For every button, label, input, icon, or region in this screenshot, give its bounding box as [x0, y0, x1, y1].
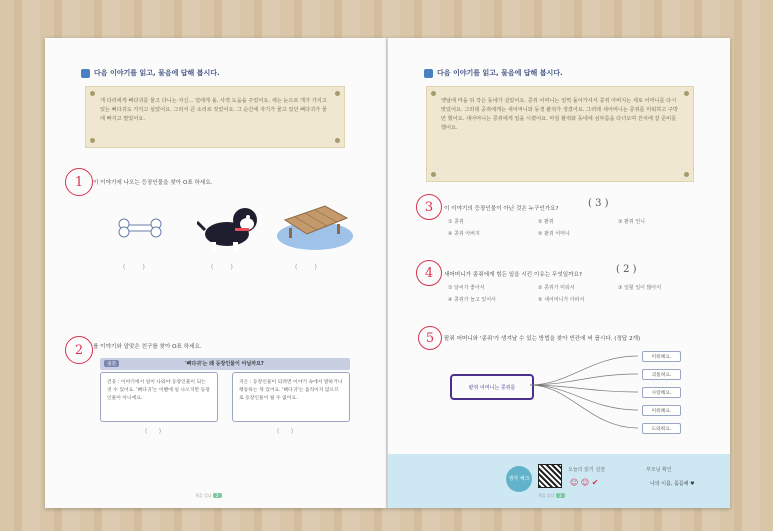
question-3-text: 이 이야기의 등장인물이 아닌 것은 누구인가요?	[444, 206, 559, 212]
right-page-number: 3	[556, 493, 565, 498]
question-3-number: 3	[416, 194, 442, 220]
qr-code-icon[interactable]	[538, 464, 562, 488]
question-4-number: 4	[416, 260, 442, 286]
question-4-text: 새어머니가 콩쥐에게 힘든 일을 시킨 이유는 무엇일까요?	[444, 272, 582, 278]
right-instruction: 다음 이야기를 읽고, 물음에 답해 봅시다.	[424, 68, 563, 78]
question-5-number: 5	[418, 326, 442, 350]
right-footer: 책을 읽다 3	[538, 493, 565, 499]
right-passage: 옛날에 마을 뒤 작은 동네가 살았어요. 콩쥐 어머니는 일찍 돌아가셔서 콩쥐 아버지는 새로 어머니를 다시 맞았어요. 그러데 공쥐에게는 새어머니와 동생 팥쥐가 생겼어요. 그러데 새어머니는 콩쥐를 미워하고 구박만 했어요. 새어머니는 콩쥐에게 일을 시켰어요. 마침 팥쥐와 동네에 심부름을 다녀오며 잔치에 갈 준비를 했어요.	[426, 86, 694, 182]
q4-option-1[interactable]: ① 날씨가 좋아서	[448, 285, 485, 291]
right-page	[388, 38, 730, 508]
q5-option-1[interactable]: 미워해요.	[642, 351, 681, 362]
answer-paren-2[interactable]: ( )	[211, 264, 233, 271]
q5-option-2[interactable]: 괴롭혀요.	[642, 369, 681, 380]
bone-icon[interactable]	[115, 216, 165, 240]
question-1-text: 이 이야기에 나오는 등장인물을 찾아 O표 하세요.	[93, 180, 213, 186]
q5-option-3[interactable]: 사랑해요.	[642, 387, 681, 398]
question-2-banner	[100, 358, 350, 370]
question-2-tag: 질문	[104, 360, 119, 367]
q4-option-5[interactable]: ⑤ 새어머니가 아파서	[538, 297, 585, 303]
q3-option-2[interactable]: ② 팥쥐	[538, 219, 554, 225]
q5-connector-lines	[530, 348, 640, 438]
q4-option-2[interactable]: ② 콩쥐가 미워서	[538, 285, 575, 291]
checkmark-icon[interactable]: ☺ ☺ ✔	[570, 478, 599, 487]
check-label: 오늘의 읽기 실천	[568, 467, 605, 473]
answer-paren-1[interactable]: ( )	[123, 264, 145, 271]
q3-option-1[interactable]: ① 콩쥐	[448, 219, 464, 225]
bridge-icon[interactable]	[275, 198, 355, 253]
question-1-number: 1	[65, 168, 93, 196]
answer-box-left[interactable]: 건웅 : 이야기에서 일이 나와야 등장인물이 되는 것 수 있어요. '뼈다귀'는 이빨에 일 나오지만 등장인물이 아니에요.	[100, 372, 218, 422]
q3-option-3[interactable]: ③ 팥쥐 언니	[618, 219, 645, 225]
signature[interactable]: 나의 이름, 꼼꼼해 ♥	[650, 481, 695, 487]
left-page-number: 2	[213, 493, 222, 498]
q3-option-4[interactable]: ④ 콩쥐 아버지	[448, 231, 480, 237]
answer-paren-right[interactable]: ( )	[277, 428, 294, 435]
question-2-question: '뼈다귀'는 왜 등장인물이 아닐까요?	[185, 361, 264, 367]
left-footer: 책을 읽다 2	[195, 493, 222, 499]
q3-option-5[interactable]: ⑤ 팥쥐 어머니	[538, 231, 570, 237]
dog-icon[interactable]	[197, 200, 267, 256]
bottom-check-band	[388, 454, 730, 508]
left-instruction: 다음 이야기를 읽고, 물음에 답해 봅시다.	[81, 68, 220, 78]
answer-box-right[interactable]: 지은 : 등장인물이 되려면 이야기 속에서 말하거나 행동하는 게 있어요. '뼈다귀'는 움직이지 않으므로 등장인물이 될 수 없어요.	[232, 372, 350, 422]
question-2-text: 를 이야기와 알맞은 친구를 찾아 O표 하세요.	[93, 344, 202, 350]
gift-icon	[81, 69, 90, 78]
question-4-answer[interactable]: ( 2 )	[616, 264, 637, 275]
question-2-number: 2	[65, 336, 93, 364]
q4-option-4[interactable]: ④ 콩쥐가 놀고 있어서	[448, 297, 496, 303]
question-3-answer[interactable]: ( 3 )	[588, 198, 609, 209]
check-badge: 생각 체크	[506, 466, 532, 492]
parent-check-label: 부모님 확인	[646, 467, 672, 473]
answer-paren-left[interactable]: ( )	[145, 428, 162, 435]
q4-option-3[interactable]: ③ 일할 일이 많아서	[618, 285, 662, 291]
answer-paren-3[interactable]: ( )	[295, 264, 317, 271]
left-passage: 개 다리에게 뼈다귀를 물고 다니는 자신... 얼에게 올, 사적 도움을 주었어요. 세는 눈으로 개가 가지고 있는 뼈다귀도 가지고 싶었어요. 그러서 큰 소리로 짖었어요. 그 순간에 자기가 물고 있던 뼈다귀가 물에 빠지고 말았어요.	[85, 86, 345, 148]
question-5-text: 팥쥐 어머니와 '콩쥐'가 생겨날 수 있는 방법을 찾아 빈칸에 써 봅시다. (정답 2개)	[444, 336, 641, 342]
q5-option-4[interactable]: 미워해요.	[642, 405, 681, 416]
q5-option-5[interactable]: 도와줘요.	[642, 423, 681, 434]
left-page	[45, 38, 387, 508]
gift-icon	[424, 69, 433, 78]
q5-center-box: 팥쥐 어머니는 콩쥐를	[450, 374, 534, 400]
